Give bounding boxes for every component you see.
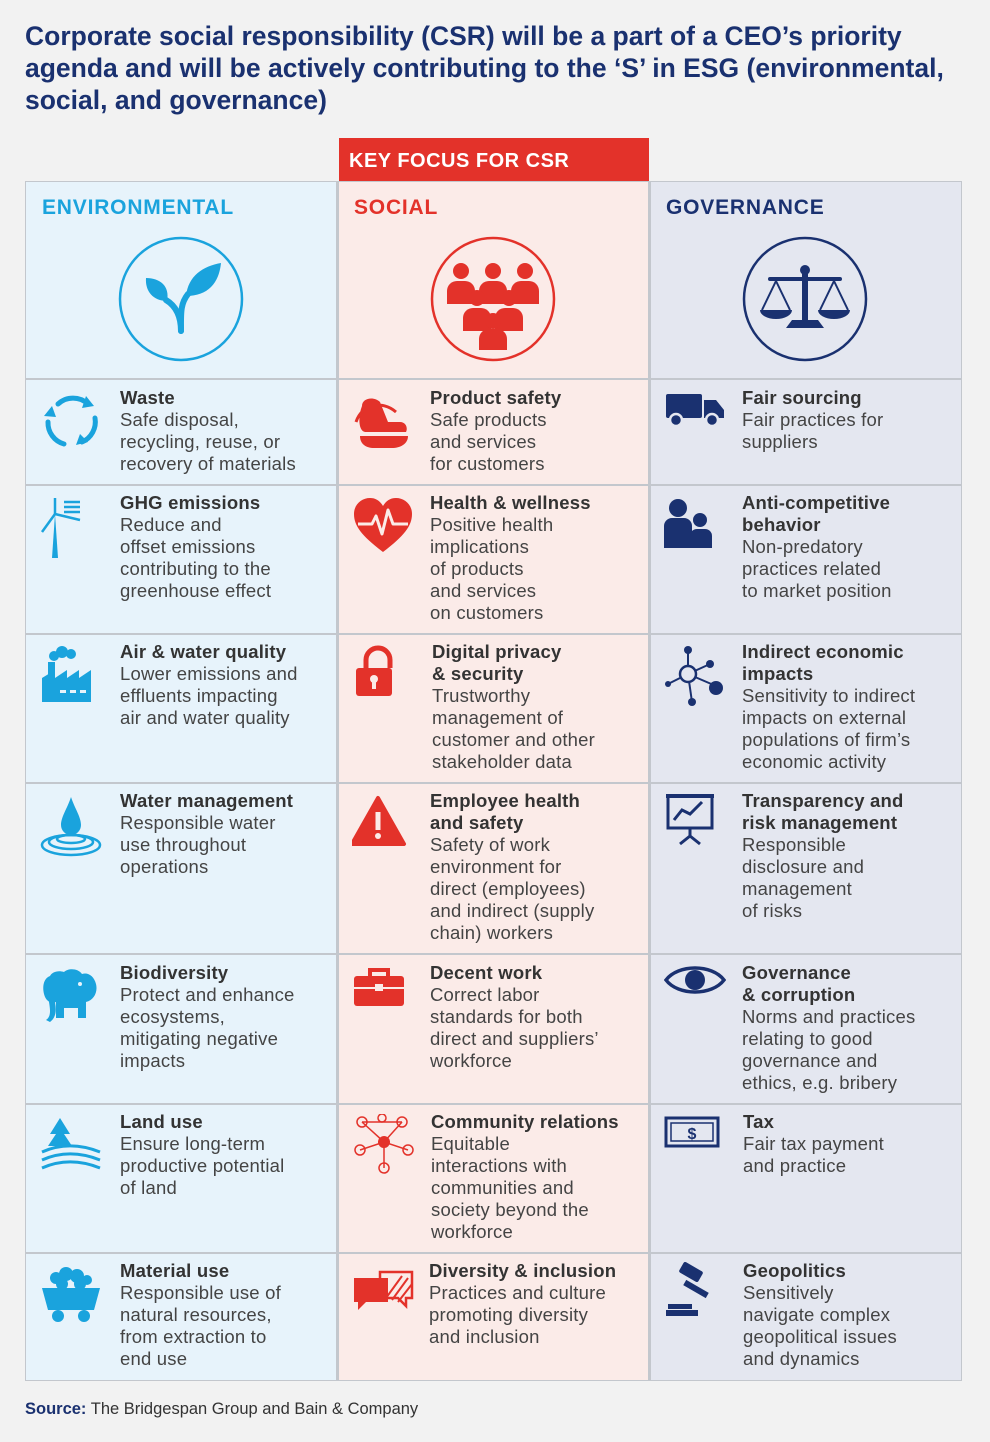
cell-heading: Tax (743, 1111, 775, 1132)
cell-fair-sourcing (742, 387, 942, 453)
cell-body: Reduce and offset emissions contributing to the greenhouse effect (120, 514, 272, 601)
cell-body: Safety of work environment for direct (employees) and indirect (supply chain) workers (430, 834, 595, 943)
cell-heading: GHG emissions (120, 492, 261, 513)
land-tree-icon (40, 1114, 102, 1176)
cell-heading: Community relations (431, 1111, 619, 1132)
cell-indirect-economic (742, 641, 957, 773)
environmental-heading: ENVIRONMENTAL (42, 196, 235, 219)
source-label: Source: (25, 1400, 87, 1418)
cell-body: Safe products and services for customers (430, 409, 547, 474)
cell-heading: Health & wellness (430, 492, 591, 513)
people-group-icon (430, 236, 556, 362)
cell-body: Norms and practices relating to good governance and ethics, e.g. bribery (742, 1006, 916, 1093)
row-divider (25, 1252, 962, 1254)
water-drop-icon (40, 795, 102, 857)
cell-body: Sensitivity to indirect impacts on external populations of firm’s economic activity (742, 685, 916, 772)
mine-cart-icon (40, 1264, 102, 1326)
cell-land-use (120, 1111, 330, 1199)
cell-body: Non-predatory practices related to market position (742, 536, 892, 601)
cell-body: Ensure long-term productive potential of land (120, 1133, 285, 1198)
row-divider (25, 633, 962, 635)
row-divider (25, 953, 962, 955)
cell-body: Equitable interactions with communities and society beyond the workforce (431, 1133, 589, 1242)
cell-body: Lower emissions and effluents impacting air and water quality (120, 663, 298, 728)
row-divider (25, 782, 962, 784)
cell-diversity-inclusion (429, 1260, 644, 1348)
plant-sprout-icon (118, 236, 244, 362)
cell-heading: Waste (120, 387, 175, 408)
column-divider (337, 181, 339, 1381)
svg-text:$: $ (687, 1126, 697, 1143)
cell-heading: Anti-competitive behavior (742, 492, 891, 535)
cell-body: Responsible water use throughout operations (120, 812, 276, 877)
cell-body: Correct labor standards for both direct and suppliers’ workforce (430, 984, 599, 1071)
cell-heading: Indirect economic impacts (742, 641, 904, 684)
governance-heading: GOVERNANCE (666, 196, 825, 219)
key-focus-banner: KEY FOCUS FOR CSR (339, 138, 649, 181)
warning-icon (352, 794, 414, 856)
cell-heading: Biodiversity (120, 962, 229, 983)
cell-heading: Employee health and safety (430, 790, 581, 833)
two-people-icon (664, 496, 726, 558)
cell-heading: Transparency and risk management (742, 790, 904, 833)
cell-body: Trustworthy management of customer and other stakeholder data (432, 685, 595, 772)
speech-bubbles-icon (352, 1264, 414, 1326)
cell-body: Sensitively navigate complex geopolitical issues and dynamics (743, 1282, 897, 1369)
padlock-icon (352, 644, 414, 706)
community-network-icon (352, 1114, 414, 1176)
cell-heading: Geopolitics (743, 1260, 846, 1281)
social-heading: SOCIAL (354, 196, 439, 219)
column-divider (649, 181, 651, 1381)
cell-heading: Water management (120, 790, 294, 811)
cell-product-safety (430, 387, 630, 475)
cell-decent-work (430, 962, 640, 1072)
cell-heading: Material use (120, 1260, 230, 1281)
eye-icon (664, 960, 726, 1022)
scales-icon (742, 236, 868, 362)
source-note (25, 1400, 418, 1419)
cell-waste (120, 387, 320, 475)
cell-heading: Product safety (430, 387, 562, 408)
cell-heading: Governance & corruption (742, 962, 856, 1005)
cell-tax (743, 1111, 953, 1177)
cell-body: Protect and enhance ecosystems, mitigating negative impacts (120, 984, 295, 1071)
baby-car-seat-icon (352, 392, 414, 454)
cell-heading: Digital privacy & security (432, 641, 562, 684)
row-divider (25, 1103, 962, 1105)
cell-body: Fair tax payment and practice (743, 1133, 884, 1176)
cell-transparency-risk (742, 790, 952, 922)
presentation-chart-icon (664, 792, 726, 854)
row-divider (25, 484, 962, 486)
cell-biodiversity (120, 962, 330, 1072)
cell-water-management (120, 790, 332, 878)
delivery-truck-icon (664, 386, 726, 448)
elephant-icon (40, 964, 102, 1026)
cell-geopolitics (743, 1260, 953, 1370)
page-title: Corporate social responsibility (CSR) will be a part of a CEO’s priority agenda and will be actively contributing to the ‘S’ in ESG (environmental, social, and governance) (25, 21, 944, 115)
cell-health-wellness (430, 492, 630, 624)
source-text: The Bridgespan Group and Bain & Company (90, 1400, 419, 1418)
factory-icon (40, 644, 102, 706)
cell-body: Responsible disclosure and management of risks (742, 834, 865, 921)
cell-heading: Fair sourcing (742, 387, 862, 408)
briefcase-icon (352, 964, 414, 1026)
cell-governance-corruption (742, 962, 957, 1094)
cell-heading: Land use (120, 1111, 203, 1132)
dollar-bill-icon (664, 1112, 726, 1174)
row-divider (25, 378, 962, 380)
cell-body: Positive health implications of products and services on customers (430, 514, 554, 623)
cell-air-water-quality (120, 641, 330, 729)
cell-body: Safe disposal, recycling, reuse, or recovery of materials (120, 409, 296, 474)
cell-heading: Decent work (430, 962, 543, 983)
gavel-icon (664, 1262, 726, 1324)
wind-turbine-icon (40, 496, 102, 558)
recycle-icon (40, 390, 102, 452)
cell-digital-privacy (432, 641, 642, 773)
cell-anti-competitive (742, 492, 952, 602)
cell-heading: Air & water quality (120, 641, 287, 662)
heart-pulse-icon (352, 496, 414, 558)
cell-ghg-emissions (120, 492, 320, 602)
cell-body: Responsible use of natural resources, from extraction to end use (120, 1282, 281, 1369)
hub-network-icon (664, 644, 726, 706)
cell-community-relations (431, 1111, 643, 1243)
cell-employee-health-safety (430, 790, 640, 944)
cell-heading: Diversity & inclusion (429, 1260, 617, 1281)
cell-body: Practices and culture promoting diversity and inclusion (429, 1282, 606, 1347)
cell-body: Fair practices for suppliers (742, 409, 884, 452)
cell-material-use (120, 1260, 330, 1370)
